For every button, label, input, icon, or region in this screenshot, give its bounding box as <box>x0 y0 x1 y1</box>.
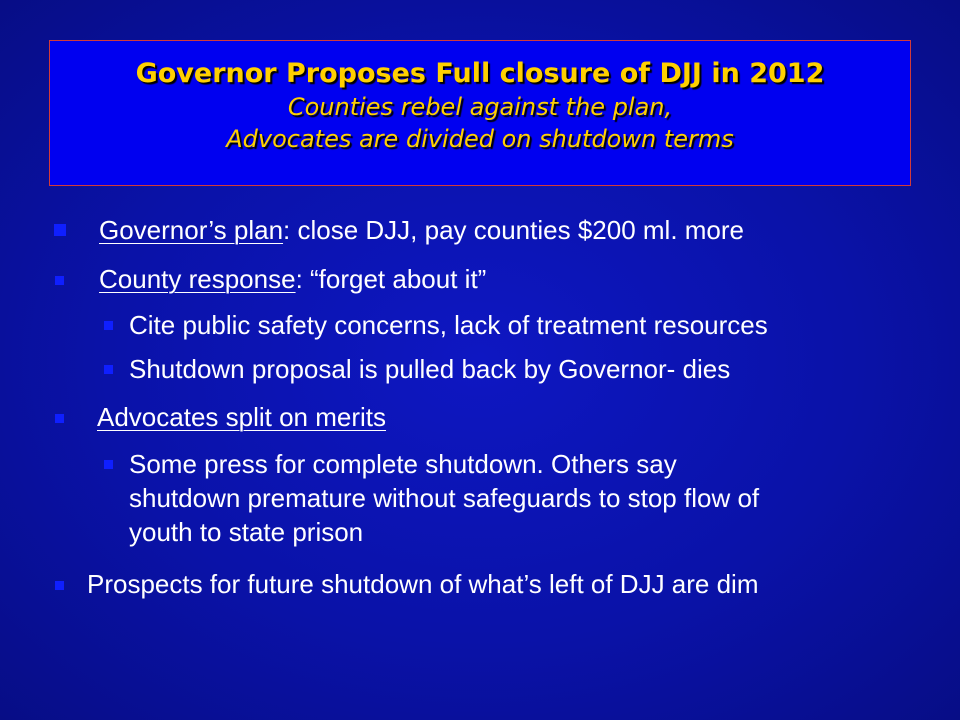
prospects-text: Prospects for future shutdown of what’s left of DJJ are dim <box>87 569 759 599</box>
advocates-label: Advocates split on merits <box>97 402 387 432</box>
county-response-text: : “forget about it” <box>295 264 487 294</box>
bullet-county-response <box>54 262 487 296</box>
square-bullet-icon <box>104 321 113 330</box>
advocates-sub-line-2: shutdown premature without safeguards to stop flow of <box>129 483 760 513</box>
square-bullet-icon <box>54 224 66 236</box>
slide-title: Governor Proposes Full closure of DJJ in 2012 <box>135 58 825 89</box>
square-bullet-icon <box>55 276 64 285</box>
sub-bullet-advocates-1 <box>104 447 760 549</box>
sub-bullet-county-1 <box>104 308 768 342</box>
slide-subtitle-line-2: Advocates are divided on shutdown terms <box>226 125 734 153</box>
governor-plan-label: Governor’s plan <box>99 215 284 245</box>
advocates-sub-line-1: Some press for complete shutdown. Others say <box>129 449 677 479</box>
bullet-governor-plan <box>54 213 745 247</box>
sub-bullet-county-2 <box>104 352 731 386</box>
square-bullet-icon <box>55 414 64 423</box>
county-sub2-text: Shutdown proposal is pulled back by Governor- dies <box>129 354 731 384</box>
bullet-prospects <box>54 567 759 601</box>
county-sub1-text: Cite public safety concerns, lack of treatment resources <box>129 310 768 340</box>
bullet-advocates <box>54 400 387 434</box>
county-response-label: County response <box>99 264 296 294</box>
square-bullet-icon <box>104 460 113 469</box>
slide-subtitle-line-1: Counties rebel against the plan, <box>287 93 673 121</box>
square-bullet-icon <box>55 581 64 590</box>
square-bullet-icon <box>104 365 113 374</box>
advocates-sub-line-3: youth to state prison <box>129 517 364 547</box>
governor-plan-text: : close DJJ, pay counties $200 ml. more <box>283 215 745 245</box>
